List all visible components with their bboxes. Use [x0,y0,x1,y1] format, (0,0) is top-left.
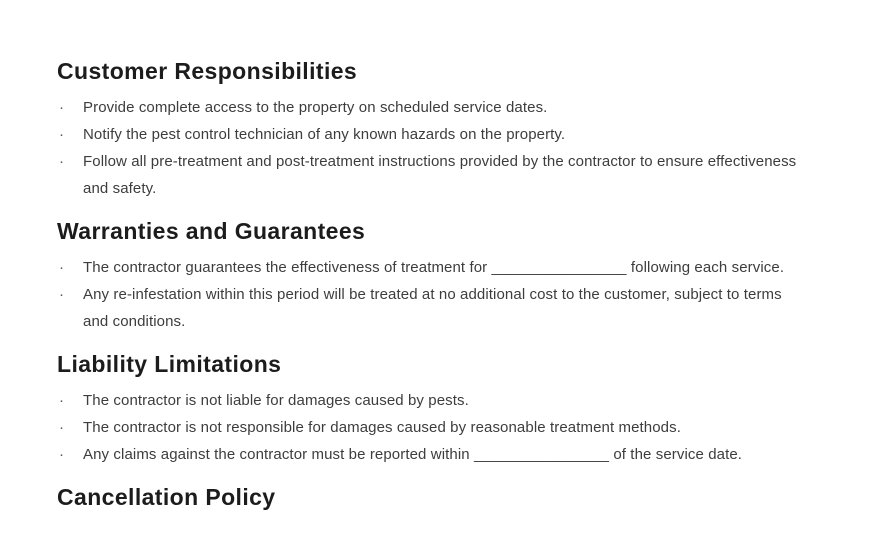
bullet-icon: · [59,446,64,463]
list-item [57,441,802,468]
bullet-icon: · [59,419,64,436]
bullet-icon: · [59,126,64,143]
section-heading: Customer Responsibilities [57,58,358,84]
bullet-list [57,254,802,335]
bullet-icon: · [59,259,64,276]
bullet-list [57,94,802,202]
section-customer-responsibilities [57,58,895,202]
list-item [57,414,802,441]
bullet-icon: · [59,392,64,409]
bullet-text: The contractor is not responsible for damages caused by reasonable treatment methods. [83,419,681,436]
section-heading: Liability Limitations [57,351,282,377]
section-cancellation-policy-partial [57,484,895,511]
bullet-text: Any claims against the contractor must be reported within ________________ of the service date. [83,446,743,463]
list-item [57,281,802,335]
bullet-text: Notify the pest control technician of any known hazards on the property. [83,126,566,143]
bullet-icon: · [59,99,64,116]
section-warranties-and-guarantees [57,218,895,335]
bullet-icon: · [59,286,64,303]
bullet-icon: · [59,153,64,170]
list-item [57,254,802,281]
section-liability-limitations [57,351,895,468]
bullet-text: Any re-infestation within this period will be treated at no additional cost to the customer, subject to terms and conditions. [83,286,782,330]
list-item [57,148,802,202]
bullet-text: The contractor guarantees the effectiveness of treatment for ________________ following each service. [83,259,785,276]
bullet-list [57,387,802,468]
bullet-text: The contractor is not liable for damages caused by pests. [83,392,469,409]
list-item [57,94,802,121]
list-item [57,387,802,414]
section-heading-partial: Cancellation Policy [57,484,276,510]
bullet-text: Follow all pre-treatment and post-treatment instructions provided by the contractor to ensure effectiveness and safety. [83,153,797,197]
bullet-text: Provide complete access to the property on scheduled service dates. [83,99,548,116]
list-item [57,121,802,148]
section-heading: Warranties and Guarantees [57,218,366,244]
